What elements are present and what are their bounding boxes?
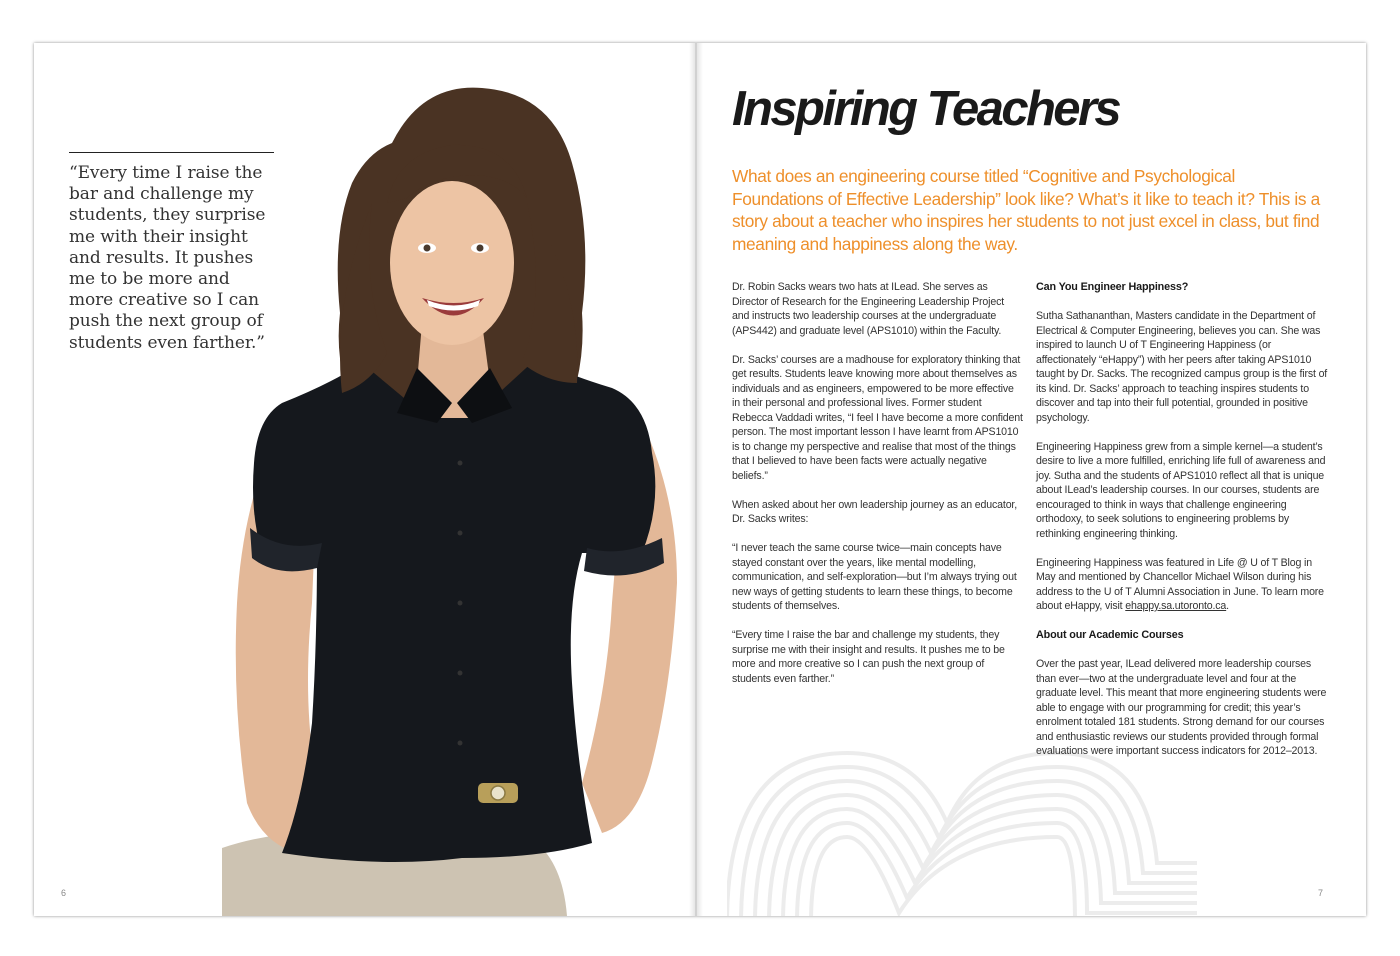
- ehappy-link[interactable]: ehappy.sa.utoronto.ca: [1125, 600, 1227, 612]
- page-number-left: 6: [61, 888, 67, 898]
- body-paragraph: Dr. Robin Sacks wears two hats at ILead. She serves as Director of Research for the Engineering Leadership Project and instructs two leadership courses at the undergraduate (APS442) and graduate level (APS1010) within the Faculty.: [732, 281, 1005, 337]
- right-page: [697, 43, 1366, 916]
- body-paragraph: Over the past year, ILead delivered more leadership courses than ever—two at the undergraduate level and four at the graduate level. This meant that more engineering students were able to engage with our programming for credit; this year’s enrolment totaled 181 students. Strong demand for our courses and enthusiastic reviews our students provided through formal evaluations were important success indicators for 2012–2013.: [1036, 658, 1327, 757]
- body-paragraph: [1036, 556, 1328, 614]
- column-left: [732, 280, 1024, 701]
- body-paragraph: Engineering Happiness grew from a simple kernel—a student’s desire to live a more fulfilled, enriching life full of awareness and joy. Sutha and the students of APS1010 reflect all that is unique about ILead’s leadership courses. In our courses, students are encouraged to think in ways that challenge engineering orthodoxy, to seek solutions to engineering problems by rethinking engineering thinking.: [1036, 440, 1326, 540]
- portrait-photo: [222, 83, 696, 916]
- body-paragraph: Dr. Sacks’ courses are a madhouse for exploratory thinking that get results. Students leave knowing more about themselves as individuals and as engineers, empowered to be more effective in their personal and professional lives. Former student Rebecca Vaddadi writes, “I feel I have become a more confident person. The most important lesson I have learnt from APS1010 is to change my perspective and realise that most of the things that I believed to have been facts were actually negative beliefs.”: [732, 353, 1023, 482]
- page-title: Inspiring Teachers: [732, 82, 1120, 136]
- pull-quote: “Every time I raise the bar and challenge my students, they surprise me with their insight and results. It pushes me to be more and more creative so I can push the next group of students even farther.”: [69, 163, 266, 353]
- page-number-right: 7: [1318, 888, 1324, 898]
- body-paragraph: Sutha Sathananthan, Masters candidate in the Department of Electrical & Computer Engineering, believes you can. She was inspired to launch U of T Engineering Happiness (or affectionately “eHappy”) with her peers after taking APS1010 taught by Dr. Sacks. The recognized campus group is the first of its kind. Dr. Sacks’ approach to teaching inspires students to discover and tap into their full potential, grounded in positive psychology.: [1036, 310, 1328, 424]
- body-paragraph: “Every time I raise the bar and challenge my students, they surprise me with their insight and results. It pushes me to be more and more creative so I can push the next group of students even farther.”: [732, 629, 1005, 685]
- body-paragraph: “I never teach the same course twice—main concepts have stayed constant over the years, like mental modelling, communication, and self-exploration—but I’m always trying out new ways of getting students to learn these things, to become students of themselves.: [732, 542, 1017, 612]
- left-page: [34, 43, 696, 916]
- section-heading: About our Academic Courses: [1036, 629, 1184, 641]
- link-trailing-punct: .: [1226, 600, 1229, 612]
- body-text: Engineering Happiness was featured in Life @ U of T Blog in May and mentioned by Chancellor Michael Wilson during his address to the U of T Alumni Association in June. To learn more about eHappy, visit: [1036, 556, 1324, 612]
- magazine-spread: [34, 43, 1366, 916]
- lead-paragraph: What does an engineering course titled “Cognitive and Psychological Foundations of Effective Leadership” look like? What’s it like to teach it? This is a story about a teacher who inspires her students to not just excel in class, but find meaning and happiness along the way.: [732, 166, 1320, 254]
- column-right: [1036, 280, 1328, 773]
- body-paragraph: When asked about her own leadership journey as an educator, Dr. Sacks writes:: [732, 498, 1018, 525]
- section-heading: Can You Engineer Happiness?: [1036, 281, 1189, 293]
